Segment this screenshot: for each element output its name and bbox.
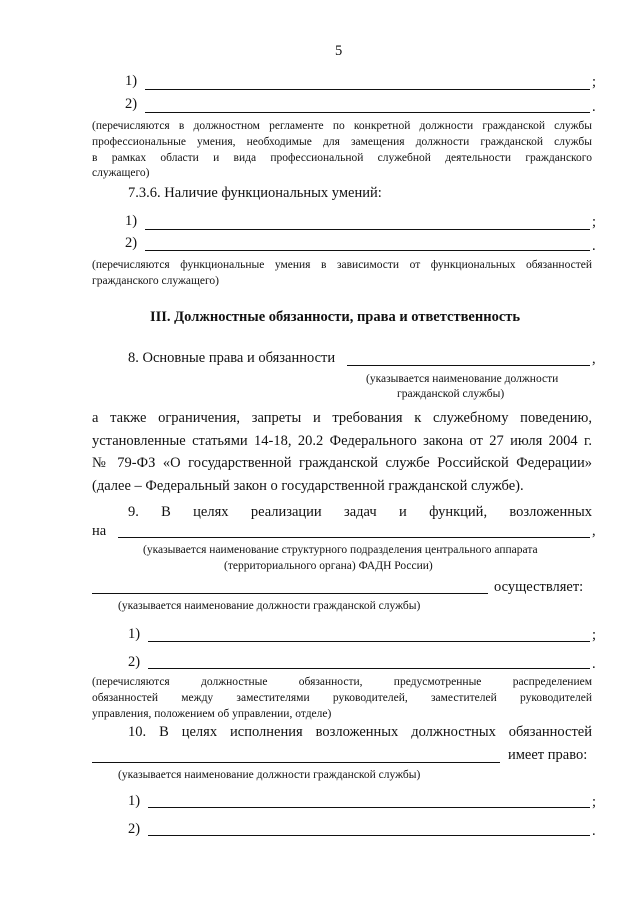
list-item-end: . bbox=[592, 823, 596, 839]
fill-line[interactable] bbox=[148, 668, 590, 669]
body-text: а также ограничения, запреты и требования к служебному поведению, bbox=[92, 410, 592, 426]
note-text: (указывается наименование должности гражданской службы) bbox=[118, 769, 421, 781]
clause-text: 10. В целях исполнения возложенных должностных обязанностей bbox=[128, 724, 592, 740]
body-text: установленные статьями 14-18, 20.2 Федерального закона от 27 июля 2004 г. bbox=[92, 433, 592, 449]
fill-line[interactable] bbox=[118, 537, 590, 538]
clause-text: имеет право: bbox=[508, 747, 588, 763]
list-item-number: 2) bbox=[128, 654, 141, 670]
note-text: (территориального органа) ФАДН России) bbox=[224, 560, 433, 572]
note-text: (указывается наименование структурного подразделения центрального аппарата bbox=[143, 544, 538, 556]
body-text: № 79-ФЗ «О государственной гражданской службе Российской Федерации» bbox=[92, 455, 592, 471]
clause-text: на bbox=[92, 523, 107, 539]
page-number: 5 bbox=[335, 43, 343, 59]
note-text: гражданской службы) bbox=[397, 388, 505, 400]
body-text: (далее – Федеральный закон о государственной гражданской службе). bbox=[92, 478, 524, 494]
clause-text: 9. В целях реализации задач и функций, возложенных bbox=[128, 504, 592, 520]
list-item-number: 2) bbox=[128, 821, 141, 837]
list-item-end: ; bbox=[592, 627, 597, 643]
fill-line[interactable] bbox=[145, 250, 590, 251]
clause-end: , bbox=[592, 351, 596, 367]
note-text: профессиональные умения, необходимые для замещения должности гражданской службы bbox=[92, 136, 592, 148]
fill-line[interactable] bbox=[148, 641, 590, 642]
list-item-number: 1) bbox=[128, 626, 141, 642]
note-text: (перечисляются в должностном регламенте по конкретной должности гражданской службы bbox=[92, 120, 592, 132]
note-text: (указывается наименование должности гражданской службы) bbox=[118, 600, 421, 612]
list-item-end: ; bbox=[592, 74, 597, 90]
note-text: (перечисляются функциональные умения в зависимости от функциональных обязанностей bbox=[92, 259, 592, 271]
fill-line[interactable] bbox=[92, 762, 500, 763]
note-text: обязанностей между заместителями руководителей, заместителей руководителей bbox=[92, 692, 592, 704]
list-item-end: ; bbox=[592, 794, 597, 810]
clause-end: , bbox=[592, 523, 596, 539]
fill-line[interactable] bbox=[145, 112, 590, 113]
note-text: управления, положением об управлении, отделе) bbox=[92, 708, 332, 720]
section-title: III. Должностные обязанности, права и ответственность bbox=[150, 309, 521, 325]
note-text: гражданского служащего) bbox=[92, 275, 219, 287]
list-item-end: . bbox=[592, 656, 596, 672]
list-item-end: . bbox=[592, 238, 596, 254]
fill-line[interactable] bbox=[148, 807, 590, 808]
clause-text: осуществляет: bbox=[494, 579, 584, 595]
note-text: (перечисляются должностные обязанности, предусмотренные распределением bbox=[92, 676, 592, 688]
fill-line[interactable] bbox=[145, 89, 590, 90]
note-text: (указывается наименование должности bbox=[366, 373, 559, 385]
list-item-number: 1) bbox=[125, 213, 138, 229]
fill-line[interactable] bbox=[92, 593, 488, 594]
clause-text: 8. Основные права и обязанности bbox=[128, 350, 336, 366]
list-item-end: ; bbox=[592, 214, 597, 230]
list-item-number: 1) bbox=[125, 73, 138, 89]
note-text: в рамках области и вида профессиональной служебной деятельности гражданского bbox=[92, 152, 592, 164]
fill-line[interactable] bbox=[145, 229, 590, 230]
fill-line[interactable] bbox=[148, 835, 590, 836]
fill-line[interactable] bbox=[347, 365, 590, 366]
section-heading: 7.3.6. Наличие функциональных умений: bbox=[128, 185, 382, 201]
list-item-end: . bbox=[592, 99, 596, 115]
list-item-number: 2) bbox=[125, 96, 138, 112]
list-item-number: 1) bbox=[128, 793, 141, 809]
note-text: служащего) bbox=[92, 167, 150, 179]
list-item-number: 2) bbox=[125, 235, 138, 251]
